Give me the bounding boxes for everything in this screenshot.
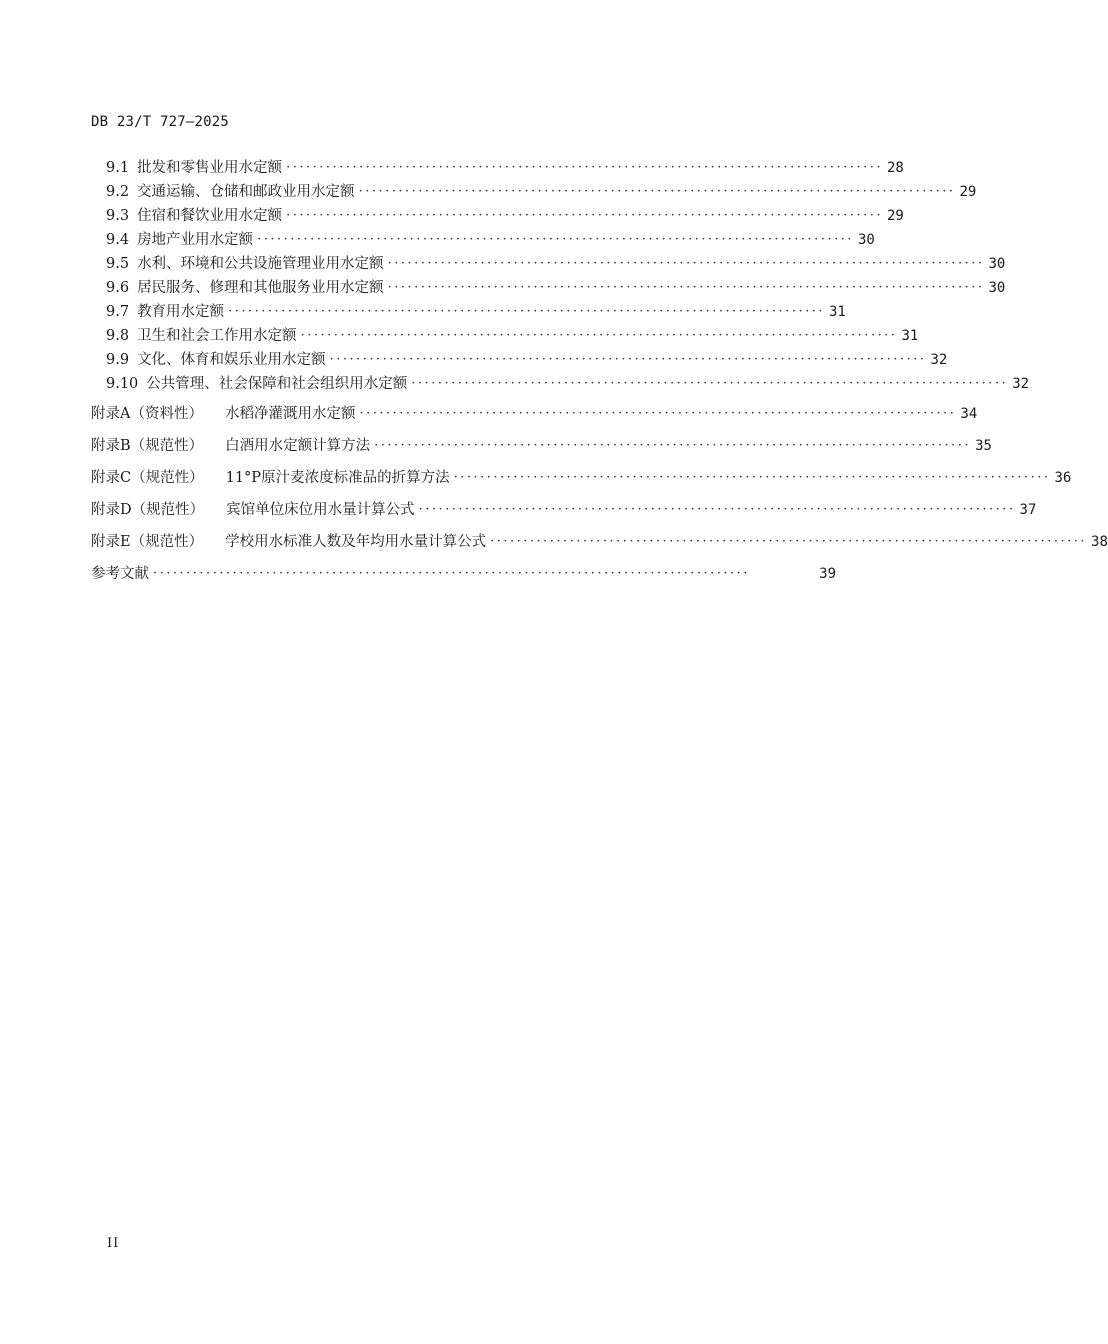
toc-entry-title: 参考文献 [91, 566, 149, 582]
toc-appendix-d[interactable] [0, 498, 1037, 520]
toc-entry-9-9[interactable] [0, 348, 948, 370]
toc-entry-9-7[interactable] [0, 300, 846, 322]
toc-entry-page: 35 [975, 438, 992, 454]
toc-entry-9-4[interactable] [0, 228, 875, 250]
toc-references[interactable] [0, 562, 836, 584]
toc-entry-number: 9.2 [106, 184, 130, 200]
toc-entry-title: 学校用水标准人数及年均用水量计算公式 [225, 534, 487, 550]
toc-entry-page: 32 [930, 352, 948, 368]
toc-entry-page: 32 [1012, 376, 1030, 392]
document-id-header: DB 23/T 727—2025 [91, 114, 230, 130]
toc-entry-number: 9.5 [106, 256, 130, 272]
toc-appendix-prefix: 附录B（规范性） [91, 438, 204, 454]
toc-dot-leader: ·························································································· [453, 470, 1051, 485]
toc-entry-page: 30 [857, 232, 875, 248]
toc-appendix-b[interactable] [0, 434, 992, 456]
toc-appendix-a[interactable] [0, 402, 978, 424]
toc-entry-9-2[interactable] [0, 180, 977, 202]
toc-dot-leader: ·························································································· [374, 438, 972, 453]
toc-dot-leader: ·························································································· [300, 328, 898, 343]
toc-entry-title: 批发和零售业用水定额 [137, 160, 283, 176]
toc-dot-leader: ·························································································· [358, 184, 956, 199]
toc-entry-title: 交通运输、仓储和邮政业用水定额 [137, 184, 355, 200]
toc-entry-page: 29 [886, 208, 904, 224]
toc-entry-title: 文化、体育和娱乐业用水定额 [137, 352, 326, 368]
toc-entry-page: 31 [901, 328, 919, 344]
toc-entry-page: 39 [819, 566, 836, 582]
toc-entry-title: 11°P原汁麦浓度标准品的折算方法 [225, 470, 450, 486]
toc-entry-number: 9.1 [106, 160, 130, 176]
toc-entry-9-5[interactable] [0, 252, 1006, 274]
toc-entry-title: 居民服务、修理和其他服务业用水定额 [137, 280, 384, 296]
toc-appendix-prefix: 附录C（规范性） [91, 470, 204, 486]
toc-entry-9-10[interactable] [0, 372, 1030, 394]
toc-dot-leader: ·························································································· [411, 376, 1009, 391]
toc-dot-leader: ·························································································· [286, 160, 883, 175]
toc-entry-title: 水稻净灌溉用水定额 [224, 406, 356, 422]
toc-entry-title: 公共管理、社会保障和社会组织用水定额 [146, 376, 408, 392]
toc-dot-leader: ·························································································· [257, 232, 854, 247]
toc-entry-page: 29 [959, 184, 977, 200]
toc-entry-title: 教育用水定额 [137, 304, 225, 320]
toc-appendix-prefix: 附录A（资料性） [91, 406, 203, 422]
toc-dot-leader: ·························································································· [359, 406, 957, 421]
toc-dot-leader: ·························································································· [387, 256, 985, 271]
toc-entry-number: 9.6 [106, 280, 130, 296]
toc-appendix-prefix: 附录E（规范性） [91, 534, 204, 550]
toc-entry-9-1[interactable] [0, 156, 904, 178]
toc-entry-page: 31 [828, 304, 846, 320]
page-number-footer: II [107, 1236, 120, 1251]
toc-entry-page: 34 [960, 406, 978, 422]
toc-appendix-c[interactable] [0, 466, 1072, 488]
toc-appendix-e[interactable] [0, 530, 1108, 552]
toc-entry-page: 28 [886, 160, 904, 176]
toc-dot-leader: ·························································································· [490, 534, 1088, 549]
toc-entry-page: 37 [1019, 502, 1037, 518]
toc-entry-9-8[interactable] [0, 324, 919, 346]
toc-entry-number: 9.3 [106, 208, 130, 224]
toc-dot-leader: ·························································································· [387, 280, 985, 295]
toc-entry-title: 卫生和社会工作用水定额 [137, 328, 297, 344]
toc-dot-leader: ·························································································· [228, 304, 825, 319]
toc-entry-number: 9.7 [106, 304, 130, 320]
toc-dot-leader: ·························································································· [286, 208, 883, 223]
toc-entry-page: 38 [1091, 534, 1108, 550]
toc-entry-title: 住宿和餐饮业用水定额 [137, 208, 283, 224]
toc-entry-title: 宾馆单位床位用水量计算公式 [226, 502, 415, 518]
toc-dot-leader: ·························································································· [329, 352, 927, 367]
toc-entry-number: 9.10 [106, 376, 139, 392]
toc-entry-number: 9.9 [106, 352, 130, 368]
toc-dot-leader: ·························································································· [153, 566, 750, 581]
toc-entry-number: 9.8 [106, 328, 130, 344]
toc-entry-page: 36 [1054, 470, 1072, 486]
toc-entry-title: 房地产业用水定额 [137, 232, 254, 248]
toc-entry-number: 9.4 [106, 232, 130, 248]
toc-entry-title: 白酒用水定额计算方法 [225, 438, 371, 454]
toc-dot-leader: ·························································································· [418, 502, 1016, 517]
toc-entry-title: 水利、环境和公共设施管理业用水定额 [137, 256, 384, 272]
toc-appendix-prefix: 附录D（规范性） [91, 502, 205, 518]
toc-entry-page: 30 [988, 280, 1006, 296]
toc-entry-9-3[interactable] [0, 204, 904, 226]
toc-entry-9-6[interactable] [0, 276, 1006, 298]
toc-entry-page: 30 [988, 256, 1006, 272]
